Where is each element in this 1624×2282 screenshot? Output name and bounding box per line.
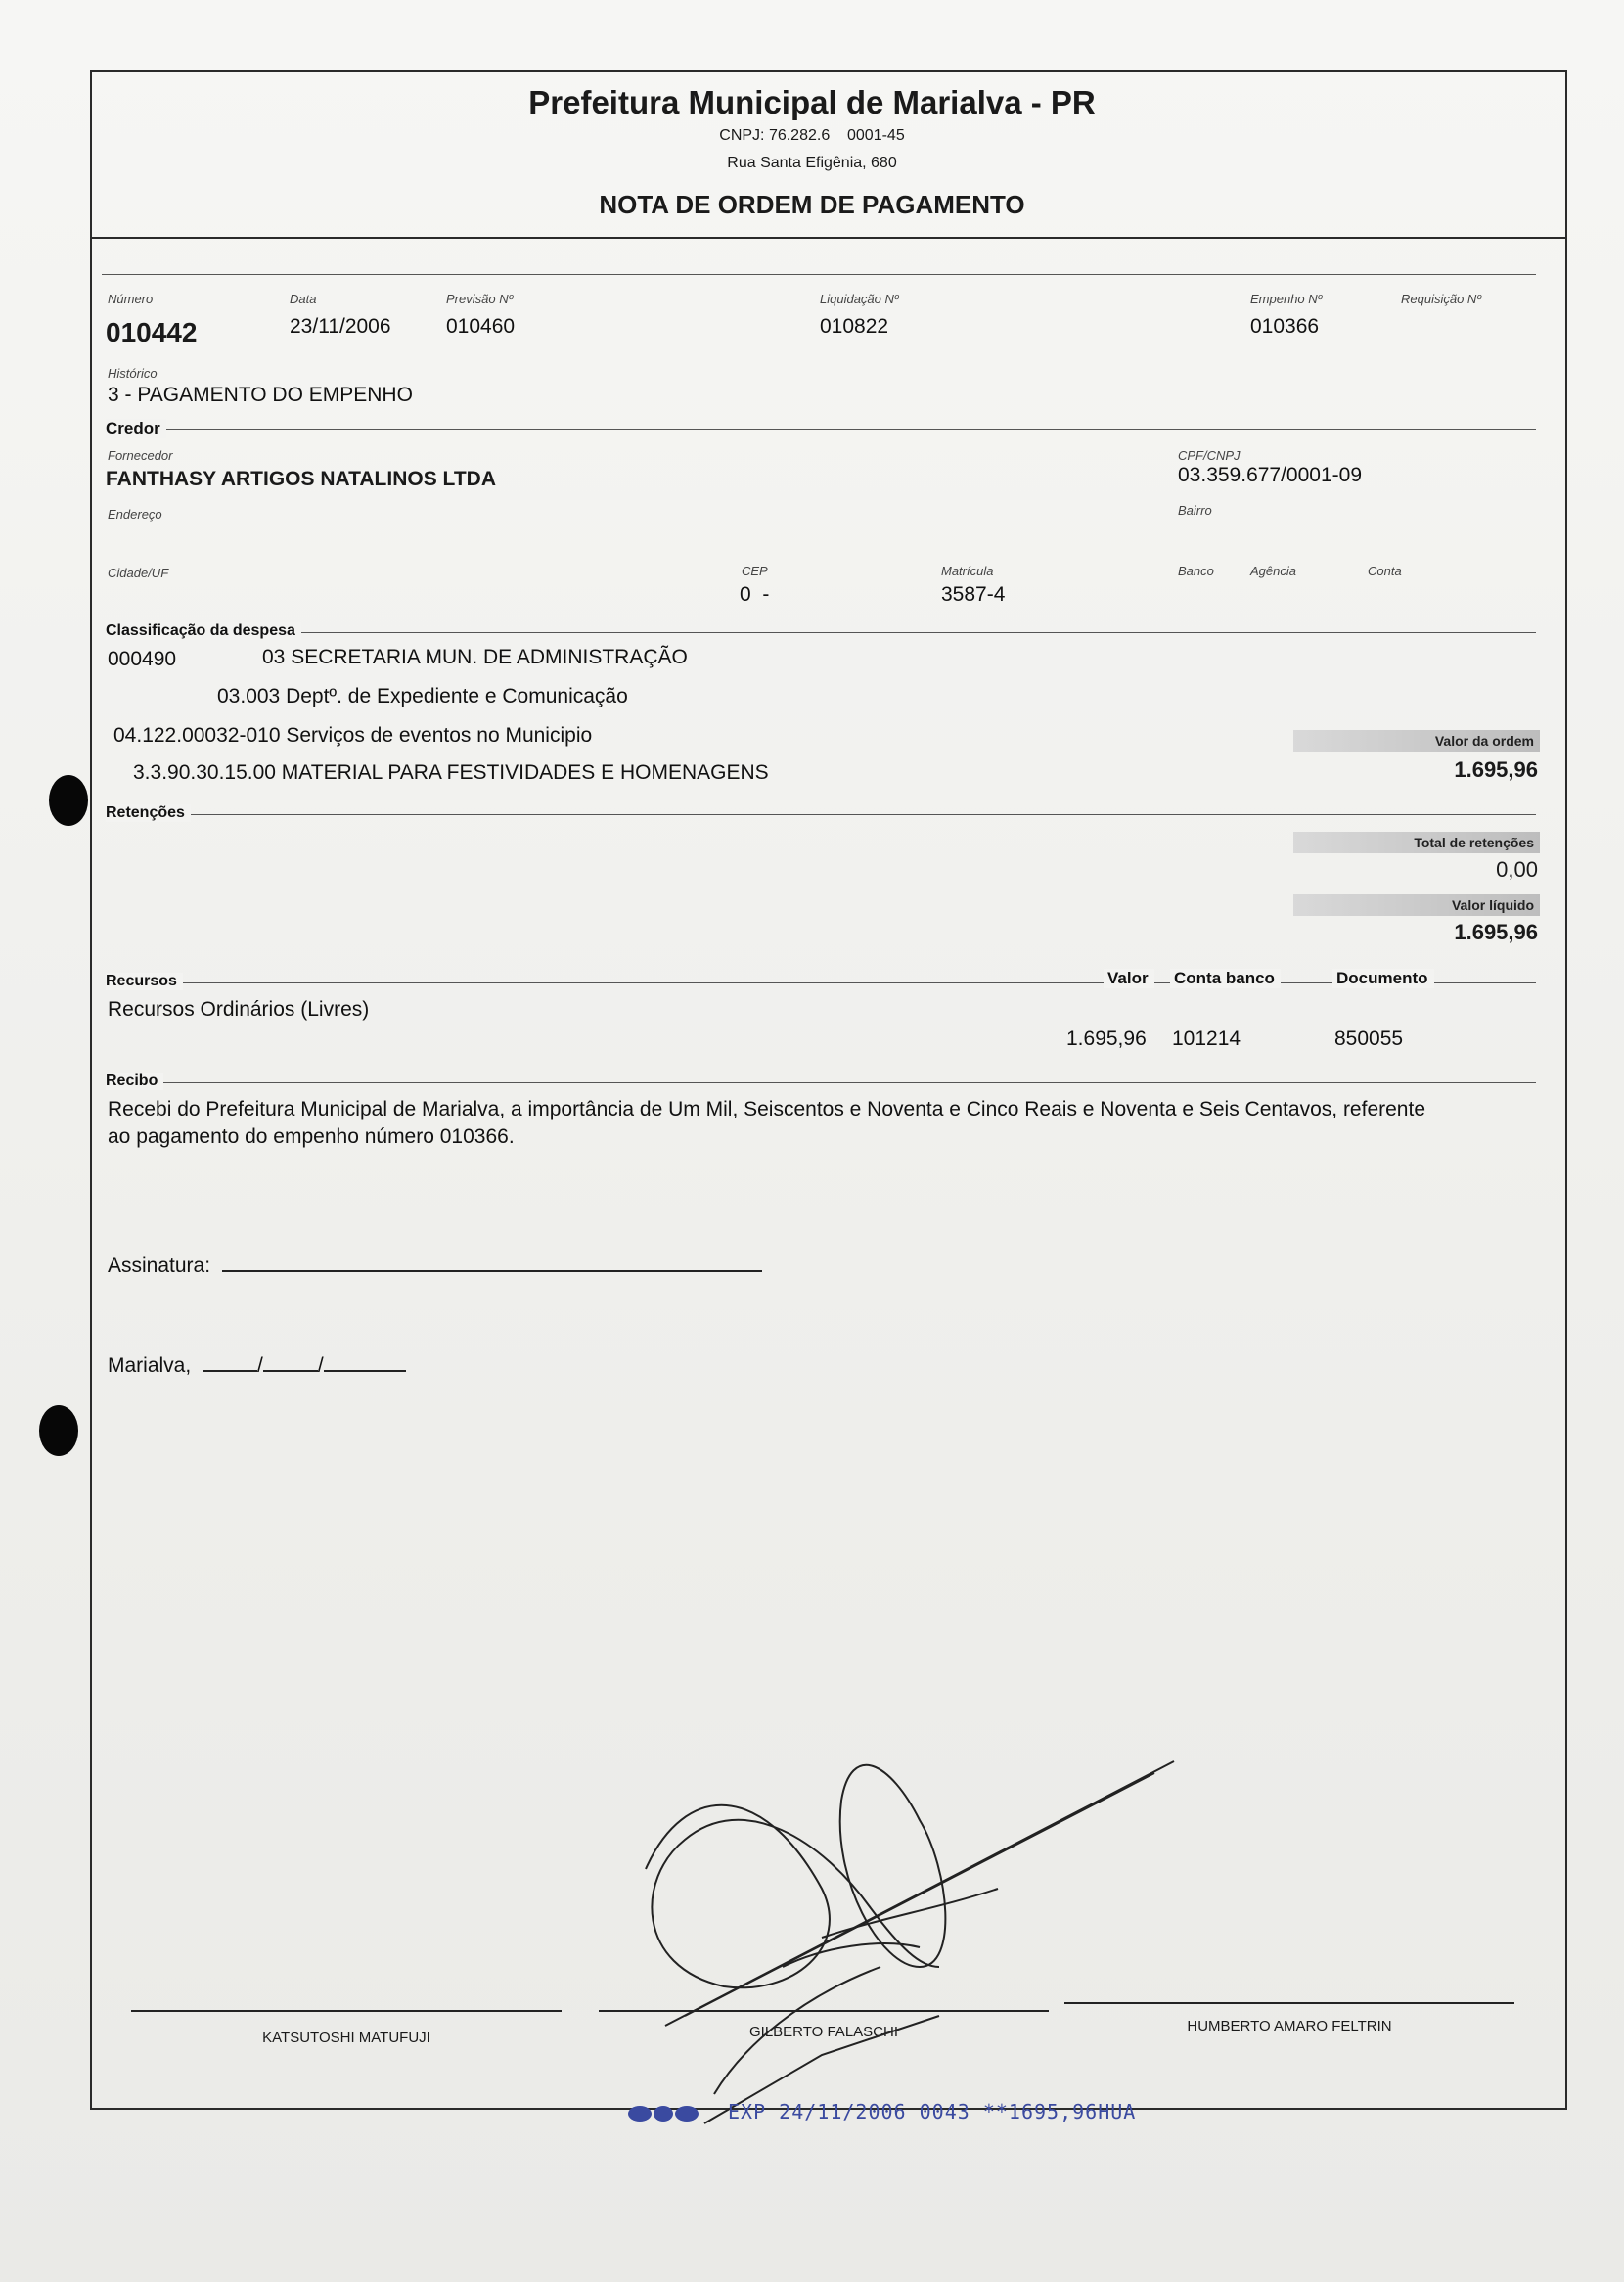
recursos-rule [108,982,1536,983]
cep-value: 0 - [740,583,770,606]
signature-name-2: GILBERTO FALASCHI [749,2024,898,2040]
endereco-label: Endereço [108,507,162,522]
empenho-value: 010366 [1250,315,1320,338]
address-text: Rua Santa Efigênia, 680 [727,155,897,171]
historico-label: Histórico [108,366,158,381]
historico-value: 3 - PAGAMENTO DO EMPENHO [108,384,413,406]
cidade-label: Cidade/UF [108,566,169,580]
cpf-value: 03.359.677/0001-09 [1178,464,1363,486]
data-value: 23/11/2006 [290,315,391,338]
credor-heading: Credor [106,419,166,438]
date-slash-1: / [257,1354,263,1377]
assinatura-label: Assinatura: [108,1255,211,1277]
fornecedor-label: Fornecedor [108,448,173,463]
total-retencoes-value: 0,00 [1496,857,1538,882]
recibo-texto-2: ao pagamento do empenho número 010366. [108,1125,515,1148]
signature-name-1: KATSUTOSHI MATUFUJI [262,2030,430,2046]
empenho-label: Empenho Nº [1250,292,1323,306]
recursos-valor: 1.695,96 [1066,1027,1147,1050]
fornecedor-value: FANTHASY ARTIGOS NATALINOS LTDA [106,468,496,490]
day-blank [203,1352,257,1372]
stamp-logo [626,2102,710,2125]
recursos-documento: 850055 [1334,1027,1404,1050]
valor-liquido-label: Valor líquido [1293,894,1540,916]
cpf-label: CPF/CNPJ [1178,448,1241,463]
banco-label: Banco [1178,564,1214,578]
matricula-value: 3587-4 [941,583,1006,606]
departamento-value: 03.003 Deptº. de Expediente e Comunicação [217,685,628,707]
assinatura-field [108,1253,762,1278]
recursos-documento-header: Documento [1332,969,1434,988]
year-blank [324,1352,406,1372]
signature-name-3: HUMBERTO AMARO FELTRIN [1187,2018,1392,2034]
recibo-rule [108,1082,1536,1083]
bairro-label: Bairro [1178,503,1212,518]
date-slash-2: / [317,1354,324,1377]
conta-label: Conta [1368,564,1402,578]
credor-rule [108,429,1536,430]
data-label: Data [290,292,317,306]
order-rule [102,274,1536,275]
liquidacao-value: 010822 [820,315,889,338]
recursos-conta: 101214 [1172,1027,1241,1050]
classificacao-heading: Classificação da despesa [106,622,301,640]
recibo-heading: Recibo [106,1073,163,1090]
signature-line-1 [131,2010,562,2012]
local-label: Marialva, [108,1354,192,1377]
total-retencoes-label: Total de retenções [1293,832,1540,853]
classificacao-rule [108,632,1536,633]
punch-hole-top [49,775,88,826]
agencia-label: Agência [1250,564,1296,578]
retencoes-heading: Retenções [106,804,191,822]
header-divider [90,237,1565,239]
elemento-value: 3.3.90.30.15.00 MATERIAL PARA FESTIVIDADES E HOMENAGENS [133,761,769,784]
retencoes-rule [108,814,1536,815]
recursos-conta-header: Conta banco [1170,969,1281,988]
numero-label: Número [108,292,154,306]
previsao-label: Previsão Nº [446,292,514,306]
requisicao-label: Requisição Nº [1401,292,1482,306]
recursos-descricao: Recursos Ordinários (Livres) [108,998,370,1021]
valor-ordem-value: 1.695,96 [1454,757,1538,782]
cep-label: CEP [742,564,768,578]
classificacao-code: 000490 [108,648,177,670]
document-title: NOTA DE ORDEM DE PAGAMENTO [599,190,1025,219]
recibo-texto-1: Recebi do Prefeitura Municipal de Marialva, a importância de Um Mil, Seiscentos e Noventa e Cinco Reais e Noventa e Seis Centavos, referente [108,1098,1425,1120]
cnpj-text: CNPJ: 76.282.6 0001-45 [719,127,905,144]
secretaria-value: 03 SECRETARIA MUN. DE ADMINISTRAÇÃO [262,646,688,668]
punch-hole-bottom [39,1405,78,1456]
matricula-label: Matrícula [941,564,994,578]
numero-value: 010442 [106,317,198,347]
recursos-valor-header: Valor [1104,969,1154,988]
handwritten-signature [626,1722,1194,2153]
assinatura-line [222,1253,762,1272]
valor-ordem-label: Valor da ordem [1293,730,1540,752]
valor-liquido-value: 1.695,96 [1454,920,1538,944]
month-blank [263,1352,318,1372]
payment-stamp: EXP 24/11/2006 0043 **1695,96HUA [728,2100,1137,2123]
programa-value: 04.122.00032-010 Serviços de eventos no Municipio [113,724,593,747]
previsao-value: 010460 [446,315,516,338]
recursos-heading: Recursos [106,973,183,990]
page-title: Prefeitura Municipal de Marialva - PR [528,84,1096,120]
date-field [108,1352,406,1378]
liquidacao-label: Liquidação Nº [820,292,899,306]
